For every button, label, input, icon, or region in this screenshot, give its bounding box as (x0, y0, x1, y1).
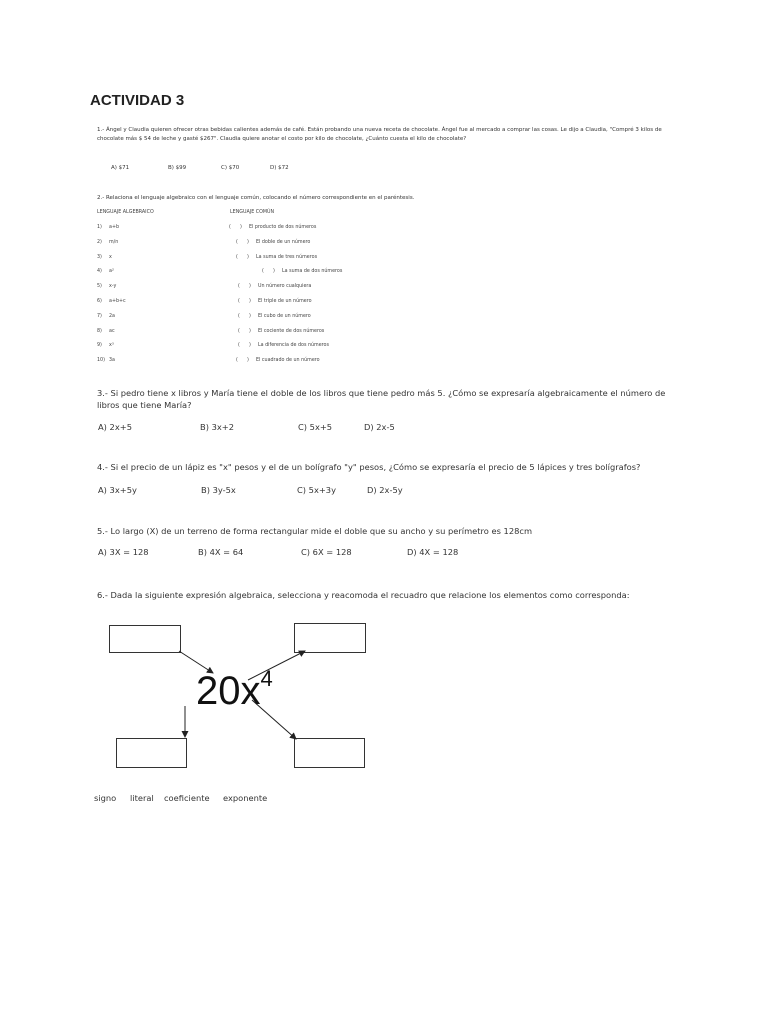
q2-row-description: El triple de un número (258, 299, 312, 304)
q2-row-number: 5) (97, 284, 102, 290)
q2-answer-parenthesis[interactable]: ( ) (238, 343, 251, 349)
question-1-text: 1.- Ángel y Claudia quieren ofrecer otras bebidas calientes además de café. Están probando una nueva receta de chocolate. Ángel fue al mercado a comprar las cosas. Le dijo a Claudia, "Compré 3 kilos de chocolate más $ 54 de leche y gasté $267". Claudia quiere anotar el costo por kilo de chocolate, ¿Cuánto cuesta el kilo de chocolate? (97, 127, 662, 142)
q2-row-description: El producto de dos números (249, 225, 317, 230)
word-exponente[interactable]: exponente (223, 793, 268, 803)
question-3-text: 3.- Si pedro tiene x libros y María tiene el doble de los libros que tiene pedro más 5. ¿Cómo se expresaría algebraicamente el número de libros que tiene María? (97, 388, 666, 410)
q1-option-c: C) $70 (221, 165, 240, 171)
q2-row-number: 3) (97, 254, 102, 260)
q2-answer-parenthesis[interactable]: ( ) (236, 358, 249, 364)
q2-row-description: El cociente de dos números (258, 328, 325, 334)
q2-row-number: 6) (97, 299, 102, 304)
q2-header-right: LENGUAJE COMÚN (230, 210, 275, 215)
q1-option-a: A) $71 (111, 165, 130, 171)
q2-row-number: 4) (97, 269, 102, 275)
q2-row-expression: ac (109, 328, 115, 334)
q2-row-description: La diferencia de dos números (258, 343, 329, 349)
q2-row-description: La suma de dos números (282, 269, 343, 275)
q2-row-number: 9) (97, 343, 102, 349)
question-6-text: 6.- Dada la siguiente expresión algebraica, selecciona y reacomoda el recuadro que relacione los elementos como corresponda: (97, 590, 630, 600)
q2-answer-parenthesis[interactable]: ( ) (236, 239, 249, 245)
q4-option-a: A) 3x+5y (98, 485, 137, 495)
q2-row-description: El doble de un número (256, 239, 311, 245)
q1-option-d: D) $72 (270, 165, 289, 171)
q2-row-number: 8) (97, 328, 102, 334)
q3-option-a: A) 2x+5 (98, 422, 132, 432)
question-5-text: 5.- Lo largo (X) de un terreno de forma rectangular mide el doble que su ancho y su perímetro es 128cm (97, 526, 533, 536)
question-4-text: 4.- Si el precio de un lápiz es "x" pesos y el de un bolígrafo "y" pesos, ¿Cómo se expresaría el precio de 5 lápices y tres bolígrafos? (97, 462, 641, 472)
q2-answer-parenthesis[interactable]: ( ) (238, 284, 251, 290)
q2-row-expression: a+b (109, 225, 120, 230)
q2-row-description: Un número cualquiera (258, 284, 312, 290)
q4-option-d: D) 2x-5y (367, 485, 403, 495)
q2-row-expression: m/n (109, 239, 119, 245)
q5-option-a: A) 3X = 128 (98, 547, 149, 557)
q2-row-number: 10) (97, 358, 105, 364)
q3-option-b: B) 3x+2 (200, 422, 234, 432)
q2-row-expression: x³ (109, 343, 114, 349)
q5-option-d: D) 4X = 128 (407, 547, 459, 557)
word-signo[interactable]: signo (94, 793, 117, 803)
q4-option-c: C) 5x+3y (297, 485, 336, 495)
q2-answer-parenthesis[interactable]: ( ) (238, 313, 251, 319)
q3-option-c: C) 5x+5 (298, 422, 333, 432)
question-2-text: 2.- Relaciona el lenguaje algebraico con el lenguaje común, colocando el número correspondiente en el paréntesis. (97, 195, 415, 201)
q2-row-expression: a² (109, 269, 114, 275)
q3-option-d: D) 2x-5 (364, 422, 395, 432)
word-literal[interactable]: literal (130, 793, 154, 803)
q5-option-c: C) 6X = 128 (301, 547, 352, 557)
q1-option-b: B) $99 (168, 165, 187, 171)
q2-row-expression: 2a (109, 313, 115, 319)
q2-row-expression: 3a (109, 358, 115, 364)
q2-answer-parenthesis[interactable]: ( ) (262, 269, 275, 275)
q2-row-expression: a+b+c (109, 299, 126, 304)
q2-row-number: 7) (97, 313, 102, 319)
q2-header-left: LENGUAJE ALGEBRAICO (97, 210, 154, 215)
q4-option-b: B) 3y-5x (201, 485, 236, 495)
word-coeficiente[interactable]: coeficiente (164, 793, 210, 803)
q2-row-description: El cubo de un número (258, 313, 311, 319)
q2-row-expression: x (109, 254, 112, 260)
q2-row-number: 1) (97, 225, 102, 230)
q2-row-number: 2) (97, 239, 102, 245)
expression-base: 20x (196, 669, 261, 713)
q2-row-description: El cuadrado de un número (256, 358, 320, 364)
q2-answer-parenthesis[interactable]: ( ) (238, 299, 251, 304)
page-title: ACTIVIDAD 3 (90, 92, 185, 109)
q2-row-expression: x-y (109, 284, 117, 290)
q2-row-description: La suma de tres números (256, 254, 318, 260)
q2-answer-parenthesis[interactable]: ( ) (229, 225, 242, 230)
expression-exponent: 4 (260, 665, 273, 691)
q2-answer-parenthesis[interactable]: ( ) (238, 328, 251, 334)
q5-option-b: B) 4X = 64 (198, 547, 244, 557)
algebraic-expression (196, 665, 273, 714)
q2-answer-parenthesis[interactable]: ( ) (236, 254, 249, 260)
